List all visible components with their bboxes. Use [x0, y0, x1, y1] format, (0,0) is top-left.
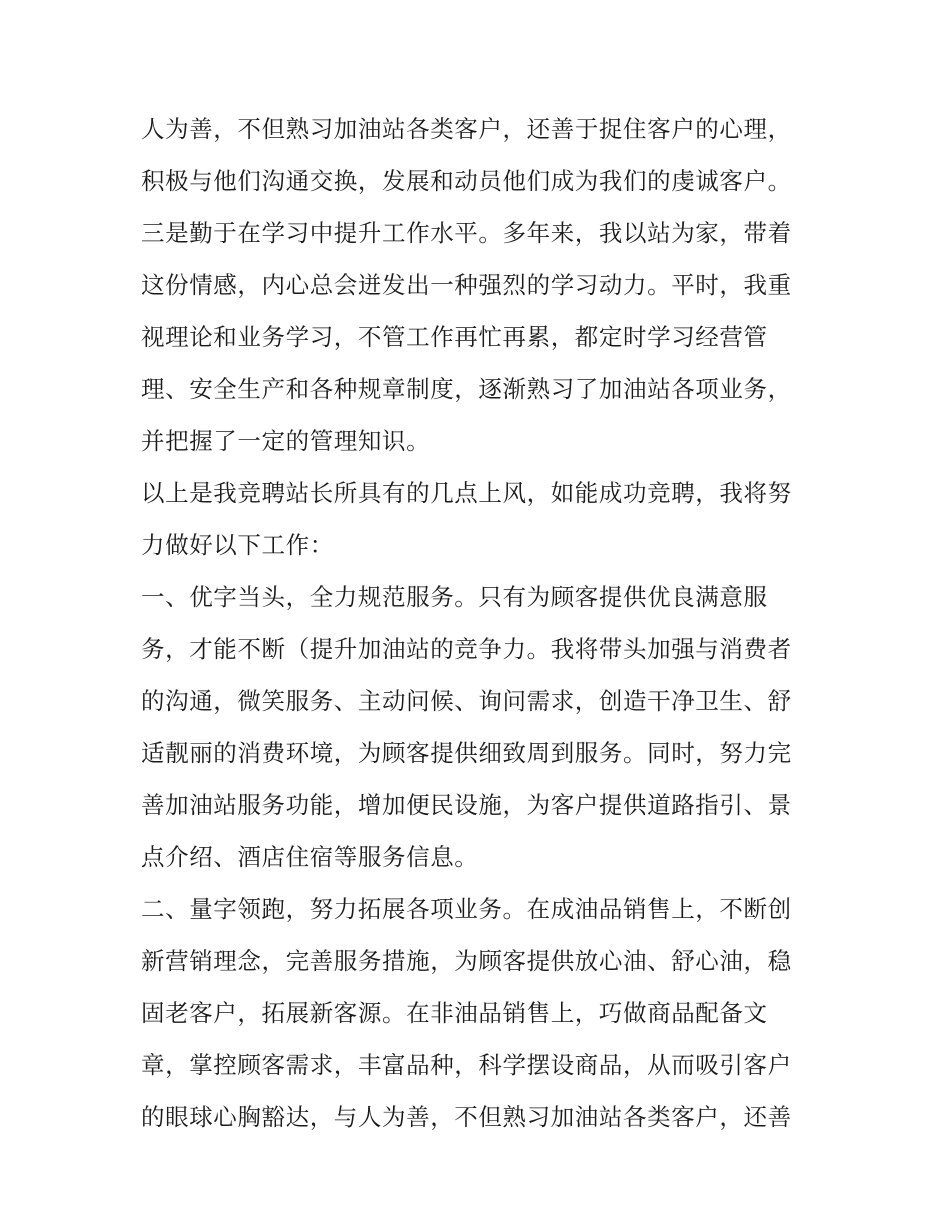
text-line: 务，才能不断（提升加油站的竞争力。我将带头加强与消费者	[141, 635, 792, 663]
text-line: 章，掌控顾客需求，丰富品种，科学摆设商品，从而吸引客户	[141, 1051, 792, 1079]
text-line: 人为善，不但熟习加油站各类客户，还善于捉住客户的心理，	[141, 115, 792, 143]
text-line: 固老客户，拓展新客源。在非油品销售上，巧做商品配备文	[141, 999, 768, 1027]
text-line: 的眼球心胸豁达，与人为善，不但熟习加油站各类客户，还善	[141, 1103, 792, 1131]
text-line: 的沟通，微笑服务、主动问候、询问需求，创造干净卫生、舒	[141, 687, 792, 715]
text-line: 三是勤于在学习中提升工作水平。多年来，我以站为家，带着	[141, 219, 792, 247]
text-line: 视理论和业务学习，不管工作再忙再累，都定时学习经营管	[141, 323, 768, 351]
text-line: 适靓丽的消费环境，为顾客提供细致周到服务。同时，努力完	[141, 739, 792, 767]
text-line: 点介绍、酒店住宿等服务信息。	[141, 843, 479, 871]
text-line: 力做好以下工作：	[141, 531, 334, 559]
text-line: 一、优字当头，全力规范服务。只有为顾客提供优良满意服	[141, 583, 768, 611]
text-line: 新营销理念，完善服务措施，为顾客提供放心油、舒心油，稳	[141, 947, 792, 975]
text-line: 以上是我竞聘站长所具有的几点上风，如能成功竞聘，我将努	[141, 479, 792, 507]
text-line: 这份情感，内心总会迸发出一种强烈的学习动力。平时，我重	[141, 271, 792, 299]
text-line: 积极与他们沟通交换，发展和动员他们成为我们的虔诚客户。	[141, 167, 792, 195]
text-line: 并把握了一定的管理知识。	[141, 427, 431, 455]
text-line: 善加油站服务功能，增加便民设施，为客户提供道路指引、景	[141, 791, 792, 819]
text-line: 理、安全生产和各种规章制度，逐渐熟习了加油站各项业务，	[141, 375, 792, 403]
text-line: 二、量字领跑，努力拓展各项业务。在成油品销售上，不断创	[141, 895, 792, 923]
body-text	[141, 103, 821, 1143]
